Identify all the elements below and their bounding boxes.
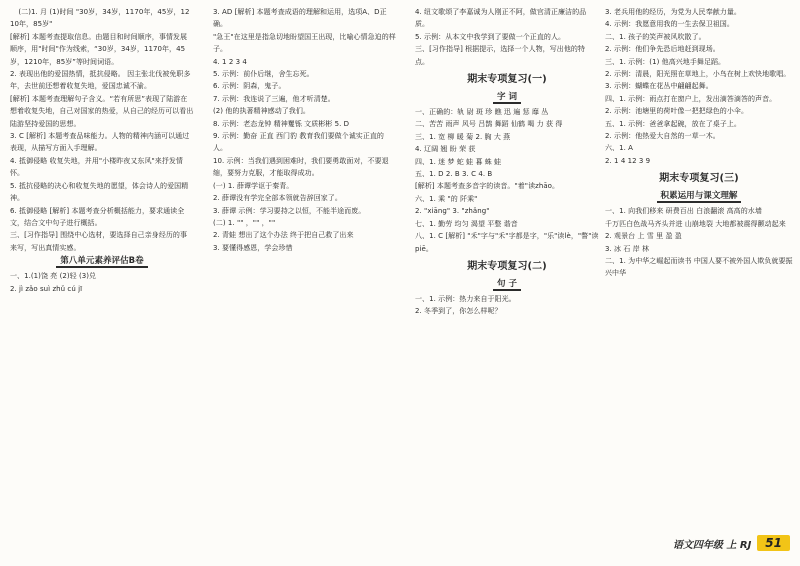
section-title: 期末专项复习(一) [467,74,547,86]
answer-line: 一、1. 示例：热力来自于阳光。 [415,294,516,303]
answer-line: 2. 青蛙 想出了这个办法 终于把自己救了出来 [213,231,354,240]
answer-line: 2. 示例：他热爱大自然的一草一木。 [605,132,720,141]
section-subtitle [605,189,793,204]
subtitle-text: 字 词 [493,92,521,104]
answer-line: 八、1. C [解析] "禾"字与"禾"字都是字，"乐"读lè，"瞥"读piē。 [415,232,599,253]
answer-line: 2. "xiāng" 3. "zhǎng" [415,207,490,216]
section-title: 期末专项复习(三) [659,173,739,185]
section-subtitle [415,90,599,105]
answer-line: 7. 示例：我连说了三遍，他才听清楚。 [213,94,335,103]
answer-line: 四、1. 示例：雨点打在窗户上，发出滴答滴答的声音。 [605,94,777,103]
answer-line: 4. 示例：我愿意用我的一生去保卫祖国。 [605,20,734,29]
answer-line: (一) 1. 薛谭学讴于秦青。 [213,181,294,190]
answer-line: 七、1. 勤劳 均匀 渴望 平整 谐音 [415,219,518,228]
section-subtitle [415,277,599,292]
answer-line: 三、[习作指导] 根据提示，选择一个人物，写出他的特点。 [415,45,585,66]
page-number: 51 [757,535,790,551]
answer-column-3 [415,6,599,526]
answer-line: 一、1.(1)饶 亮 (2)轻 (3)兑 [10,272,97,281]
answer-line: "急王"在这里是指急切地盼望国王出现，比喻心情急迫的样子。 [213,32,396,54]
answer-line: 3. 冰 石 岸 林 [605,244,650,253]
subtitle-text: 第八单元素养评估B卷 [56,256,147,268]
answer-line: 五、1. 示例：爸爸拿起碗，放在了桌子上。 [605,119,741,128]
answer-column-2 [213,6,397,526]
answer-line: 2. 冬季到了，你怎么样呢？ [415,307,502,316]
answer-line: 六、1. 乘 "的 阡乘" [415,194,478,203]
answer-line: 8. 示例：老态龙钟 精神矍铄 文质彬彬 5. D [213,119,350,128]
answer-line: 3. C [解析] 本题考查品味能力。人物的精神内涵可以通过表现，从描写方面入手理解。 [10,132,190,153]
answer-line: 四、1. 迷 梦 蛇 蛙 暮 蛛 蛙 [415,157,502,166]
answer-line: 4. 纽文歌颂了李嘉诚为人刚正不阿，做官清正廉洁的品质。 [415,8,587,29]
answer-line: [解析] 本题考查多音字的读音。"着"读zhāo。 [415,182,560,191]
answer-line: 4. 抵御侵略 收复失地，并用"小楼昨夜又东风"来抒发情怀。 [10,156,183,178]
answer-column-4 [605,6,793,526]
section-title: 期末专项复习(二) [467,260,547,272]
answer-line: 2. 1 4 12 3 9 [605,156,651,165]
answer-line: 三、[习作指导] 围绕中心选材，要选择自己亲身经历的事来写，写出真情实感。 [10,231,188,252]
answer-line: 6. 示例：阴森，鬼子。 [213,82,286,91]
answer-line: 千万匹白色战马齐头并进 山崩地裂 大地都被震得颤动起来 [605,219,786,228]
answer-line: 一、正确的：轨 尉 斑 珍 瞧 迅 遍 惩 靡 丛 [415,108,549,117]
answer-line: 5. 示例：前仆后继，舍生忘死。 [213,70,314,79]
answer-line: 2. 观景台 上 雪 里 盈 盈 [605,232,682,241]
answer-line: 3. 示例：蝴蝶在花丛中翩翩起舞。 [605,82,713,91]
answer-line: 2. 示例：池塘里的荷叶像一把把绿色的小伞。 [605,107,749,116]
answer-line: (二)1. 月 (1)时间 "30岁，34岁，1170年，45岁，1210年，85岁" [10,8,190,29]
page-footer [673,534,790,552]
answer-line: 六、1. A [605,144,633,153]
answer-line: 五、1. D 2. B 3. C 4. B [415,170,493,179]
answer-line: 二、1. 为中华之崛起而读书 中国人要不被外国人欺负就要振兴中华 [605,256,793,278]
answer-line: 2. 薛谭没有学完全部本领就告辞回家了。 [213,194,342,203]
answer-line: [解析] 本题考查提取信息。由题目和时间顺序，事情发展顺序，用"时间"作为线索，“30岁，34岁，1170年，45岁，1210年，85岁”等时间词语。 [10,32,188,66]
answer-line: 2. 示例：清晨，阳光照在草地上，小鸟在树上欢快地歌唱。 [605,70,791,79]
section-subtitle [10,254,194,269]
answer-line: (二) 1. "" ，"" ，"" [213,218,276,227]
answer-line: 5. 抵抗侵略的决心和收复失地的愿望，体会诗人的爱国精神。 [10,181,189,203]
answer-line: 10. 示例：当我们遇到困难时，我们要勇敢面对，不要退缩，要努力克服，才能取得成功。 [213,156,389,178]
answer-line: 2. jì zǎo suì zhǔ cú jī [10,284,83,293]
answer-line: 2. 示例：他们争先恐后地赶到现场。 [605,45,720,54]
answer-line: 9. 示例：勤奋 正直 西门豹 教育我们要做个诚实正直的人。 [213,132,384,153]
answer-line: 4. 1 2 3 4 [213,57,247,66]
answer-line: 6. 抵御侵略 [解析] 本题考查分析概括能力，要求通读全文，结合文中句子进行概括。 [10,206,185,227]
subtitle-text: 句 子 [493,279,521,291]
answer-line: 5. 示例：从本文中我学到了要做一个正直的人。 [415,32,566,41]
answer-line: 二、1. 孩子的笑声被风吹散了。 [605,32,706,41]
answer-line: (2) 他的执著精神感动了我们。 [213,107,310,116]
answer-line: 2. 表现出他的爱国热情，抵抗侵略。 因主张北伐被免职多年，去世前还想着收复失地，爱国忠诚不渝。 [10,70,191,91]
answer-column-1 [10,6,194,526]
subtitle-text: 积累运用与课文理解 [657,191,742,203]
answer-line: 二、苦苦 雨声 风号 吕鹊 舞蹈 仙鹤 喝 力 获 得 [415,120,563,129]
answer-line: 3. 薛谭 示例：学习要持之以恒，不能半途而废。 [213,206,366,215]
answer-line: 3. AD [解析] 本题考查成语的理解和运用，选项A、D正确。 [213,8,387,29]
answer-line: 4. 辽阔 翘 盼 荣 获 [415,145,476,154]
answer-line: 3. 老兵用他的经历，为党为人民奉献力量。 [605,8,741,16]
book-label: 语文四年级 上 RJ [672,539,752,551]
answer-line: [解析] 本题考查理解句子含义。“若有所思”表现了陆游在想着收复失地，自己对国家的热爱，从自己的经历可以看出陆游坚持爱国的思想。 [10,94,194,128]
answer-line: 三、1. 示例：(1) 他高兴地手舞足蹈。 [605,57,726,66]
answer-line: 3. 要懂得感恩，学会珍惜 [213,243,293,252]
answer-line: 一、1. 向我们移来 研费百出 白浪翻滚 高高的水墙 [605,207,762,216]
answer-line: 三、1. 宽 柳 暖 菊 2. 胸 大 燕 [415,132,511,141]
